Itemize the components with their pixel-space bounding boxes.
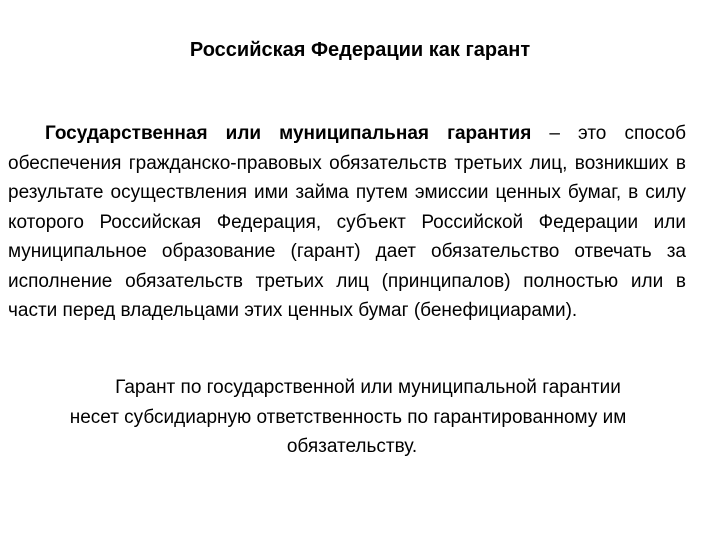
definition-term: Государственная или муниципальная гарантия (45, 123, 532, 144)
definition-paragraph (8, 119, 686, 326)
guarantor-line-1: Гарант по государственной или муниципальной гарантии (115, 377, 621, 398)
guarantor-paragraph (0, 373, 720, 462)
guarantor-line-3: обязательству. (286, 436, 418, 457)
guarantor-line-2: несет субсидиарную ответственность по гарантированному им (69, 406, 627, 428)
slide-title: Российская Федерации как гарант (189, 39, 531, 61)
definition-text: – это способ обеспечения гражданско-правовых обязательств третьих лиц, возникших в результате осуществления ими займа путем эмиссии ценных бумаг, в силу которого Российская Федерация, субъект Российской Федерации или муниципальное образование (гарант) дает обязательство отвечать за исполнение обязательств третьих лиц (принципалов) полностью или в части перед владельцами этих ценных бумаг (бенефициарами). (8, 123, 686, 321)
